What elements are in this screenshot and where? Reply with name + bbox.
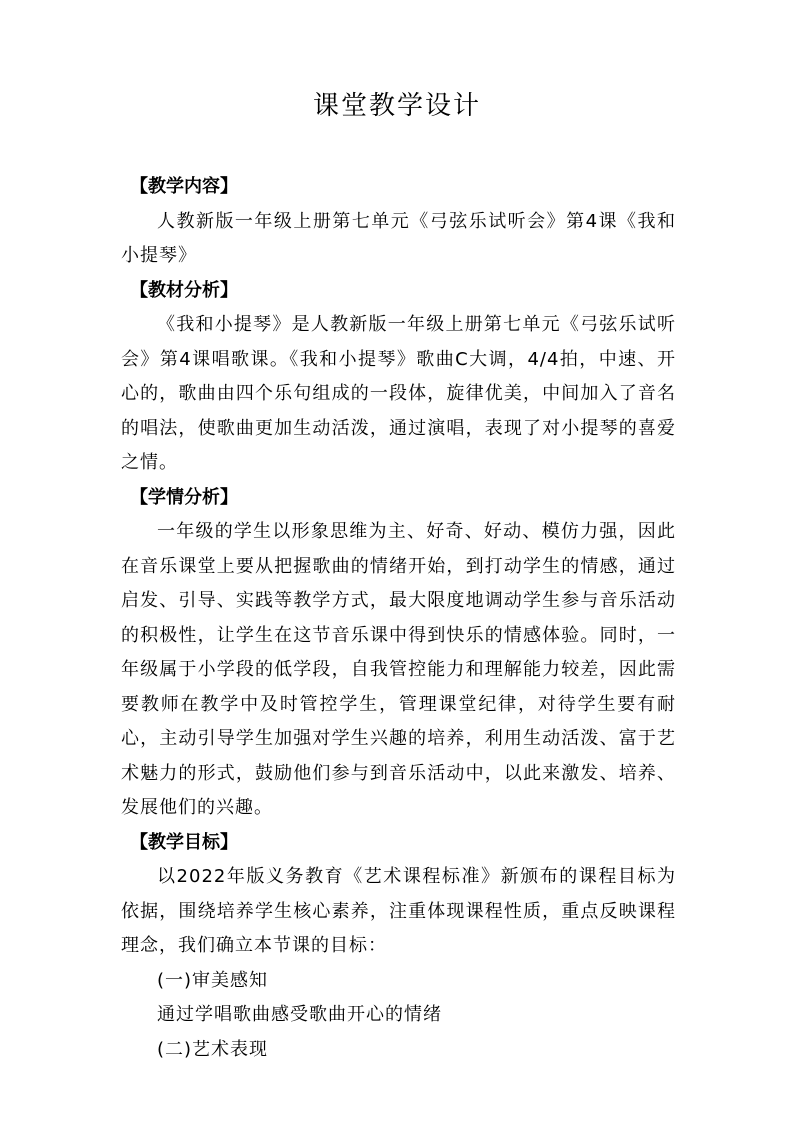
section-heading: 【教学内容】 [130,176,238,197]
objective-subheading: (一)审美感知 [157,969,269,991]
section-heading: 【学情分析】 [130,486,238,508]
paragraph: 人教新版一年级上册第七单元《弓弦乐试听会》第4课《我和小提琴》 [121,210,676,266]
paragraph: 《我和小提琴》是人教新版一年级上册第七单元《弓弦乐试听会》第4课唱歌课。《我和小提琴》歌曲C大调，4/4拍，中速、开心的，歌曲由四个乐句组成的一段体，旋律优美，中间加入了音名的唱法，使歌曲更加生动活泼，通过演唱，表现了对小提琴的喜爱之情。 [121,314,676,473]
section-student-analysis [121,481,676,826]
page-title: 课堂教学设计 [312,91,481,121]
objective-subheading: (二)艺术表现 [157,1038,269,1060]
objective-text: 通过学唱歌曲感受歌曲开心的情绪 [157,1004,442,1025]
paragraph: 以2022年版义务教育《艺术课程标准》新颁布的课程目标为依据，围绕培养学生核心素养，注重体现课程性质，重点反映课程理念，我们确立本节课的目标： [121,866,676,956]
section-material-analysis [121,274,676,481]
document-body [121,170,676,1067]
section-heading: 【教学目标】 [130,831,238,853]
section-teaching-objectives [121,826,676,1068]
paragraph: 一年级的学生以形象思维为主、好奇、好动、模仿力强，因此在音乐课堂上要从把握歌曲的情绪开始，到打动学生的情感，通过启发、引导、实践等教学方式，最大限度地调动学生参与音乐活动的积极性，让学生在这节音乐课中得到快乐的情感体验。同时，一年级属于小学段的低学段，自我管控能力和理解能力较差，因此需要教师在教学中及时管控学生，管理课堂纪律，对待学生要有耐心，主动引导学生加强对学生兴趣的培养，利用生动活泼、富于艺术魅力的形式，鼓励他们参与到音乐活动中，以此来激发、培养、发展他们的兴趣。 [121,521,676,818]
section-heading: 【教材分析】 [130,279,238,301]
section-teaching-content [121,170,676,274]
